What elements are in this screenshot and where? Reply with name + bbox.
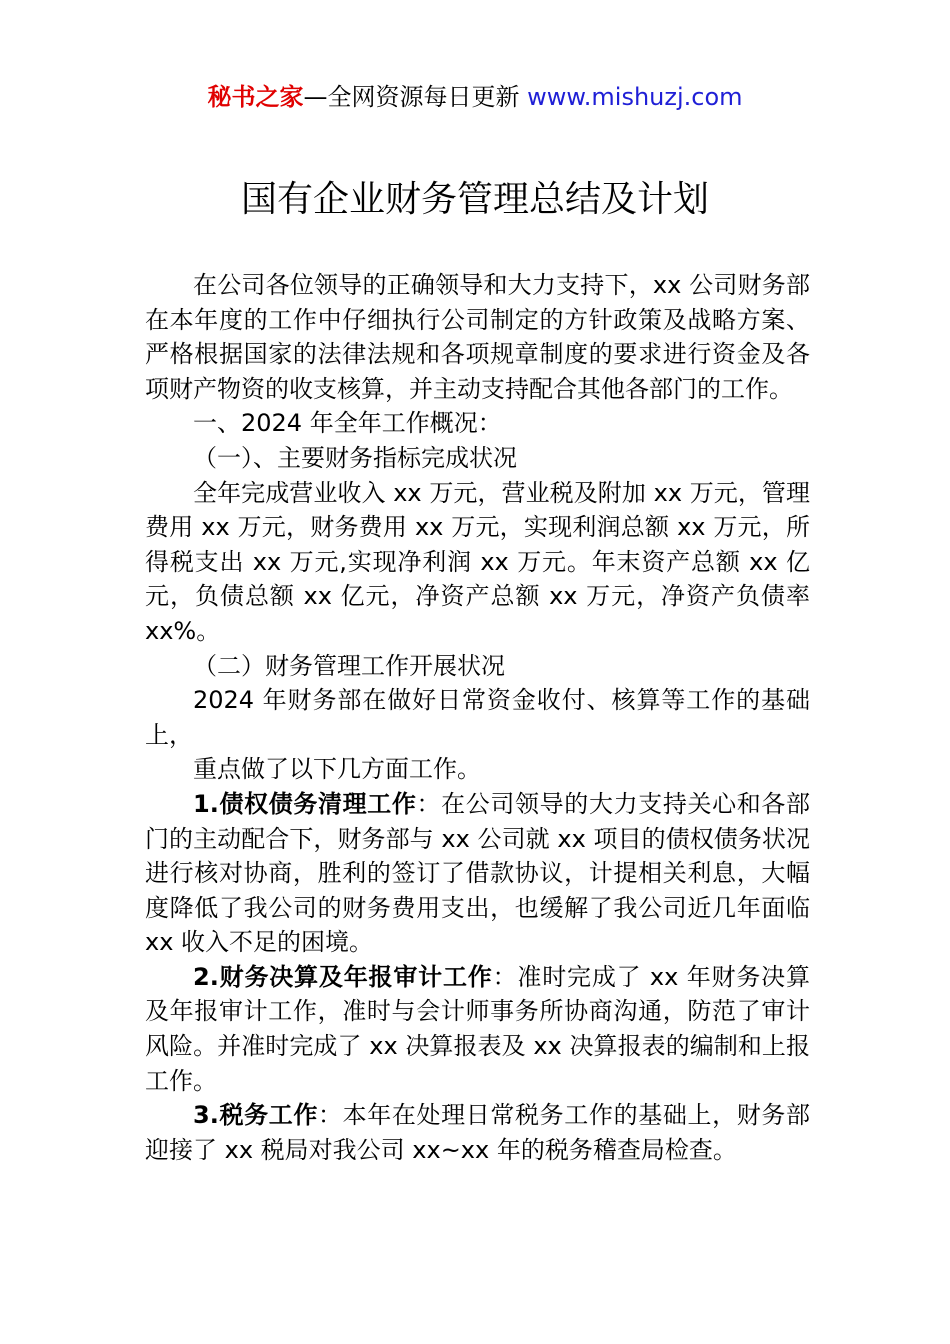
item-title: 2.财务决算及年报审计工作	[193, 962, 493, 991]
header-tagline: —全网资源每日更新	[303, 83, 520, 111]
site-url-link[interactable]: www.mishuzj.com	[527, 83, 743, 111]
subsection-heading: （二）财务管理工作开展状况	[193, 651, 505, 680]
indicators-paragraph: 全年完成营业收入 xx 万元，营业税及附加 xx 万元，管理费用 xx 万元，财务费用 xx 万元，实现利润总额 xx 万元，所得税支出 xx 万元,实现净利润 xx 万元。年末资产总额 xx 亿元，负债总额 xx 亿元，净资产总额 xx 万元，净资产负债率 xx%。	[145, 478, 810, 645]
intro-paragraph: 在公司各位领导的正确领导和大力支持下，xx 公司财务部在本年度的工作中仔细执行公司制定的方针政策及战略方案、严格根据国家的法律法规和各项规章制度的要求进行资金及各项财产物资的收支核算，并主动支持配合其他各部门的工作。	[145, 271, 810, 403]
work-intro-paragraph: 2024 年财务部在做好日常资金收付、核算等工作的基础上，	[145, 686, 810, 749]
item-body: ：准时完成了 xx 年财务决算及年报审计工作，准时与会计师事务所协商沟通，防范了审计风险。并准时完成了 xx 决算报表及 xx 决算报表的编制和上报工作。	[145, 962, 810, 1095]
item-body: ：在公司领导的大力支持关心和各部门的主动配合下，财务部与 xx 公司就 xx 项目的债权债务状况进行核对协商，胜利的签订了借款协议，计提相关利息，大幅度降低了我公司的财务费用支出，也缓解了我公司近几年面临 xx 收入不足的困境。	[145, 789, 810, 957]
item-paragraph	[145, 1098, 810, 1167]
item-paragraph	[145, 960, 810, 1098]
subsection-heading: （一）、主要财务指标完成状况	[193, 443, 517, 472]
document-title: 国有企业财务管理总结及计划	[240, 179, 709, 220]
section-heading: 一、2024 年全年工作概况：	[193, 409, 502, 438]
site-header	[0, 80, 950, 114]
item-body: ：本年在处理日常税务工作的基础上，财务部迎接了 xx 税局对我公司 xx~xx 年的税务稽查局检查。	[145, 1101, 810, 1164]
work-intro-paragraph: 重点做了以下几方面工作。	[193, 755, 481, 784]
brand-name: 秘书之家	[207, 83, 304, 111]
document-body	[145, 268, 810, 1167]
item-title: 3.税务工作	[193, 1101, 318, 1130]
item-paragraph	[145, 787, 810, 960]
item-title: 1.债权债务清理工作	[193, 789, 417, 818]
